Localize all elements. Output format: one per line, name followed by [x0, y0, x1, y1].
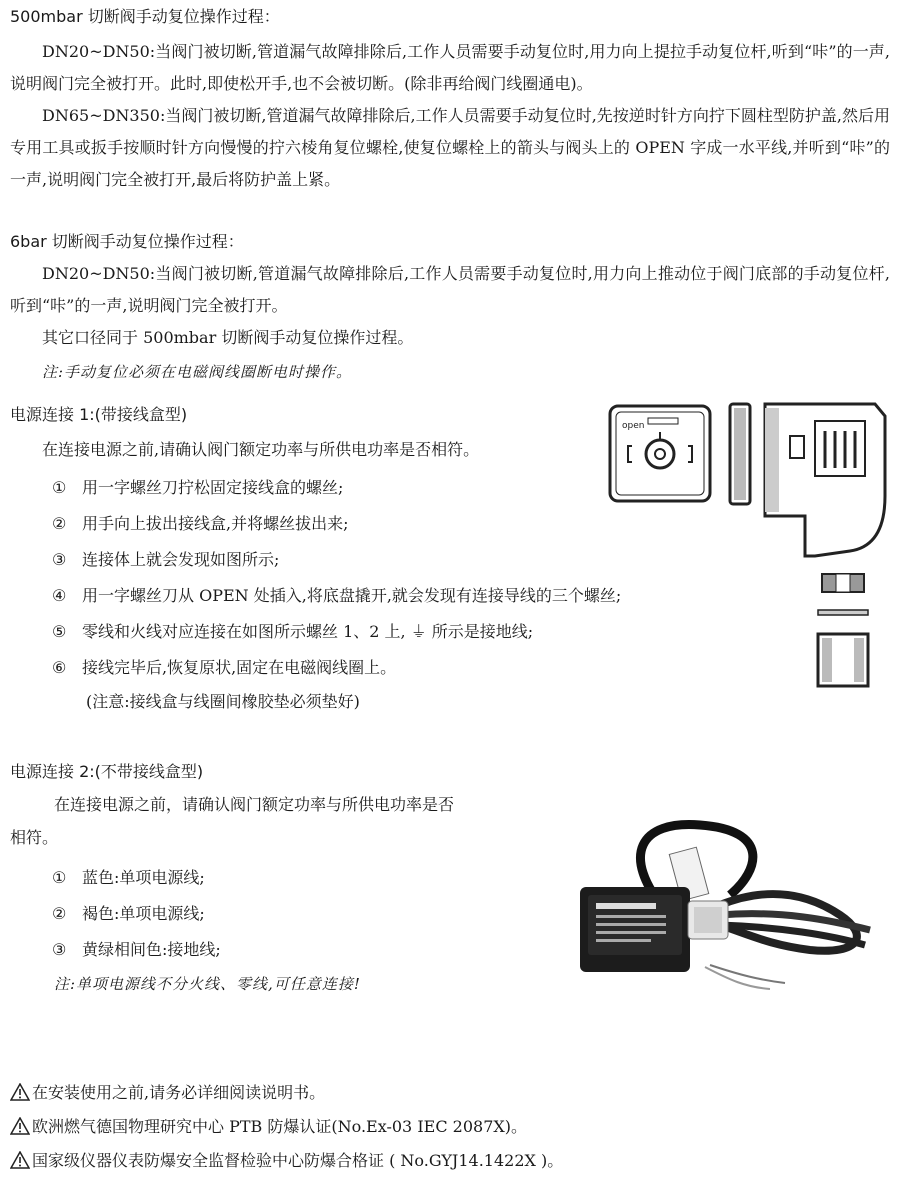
warning-text: 在安装使用之前,请务必详细阅读说明书。 — [32, 1083, 326, 1102]
warning-text: 国家级仪器仪表防爆安全监督检验中心防爆合格证 ( No.GYJ14.1422X )。 — [32, 1151, 564, 1170]
power-2-intro-line-2: 相符。 — [10, 828, 59, 847]
warning-national-cert — [10, 1148, 563, 1177]
paragraph-dn20-dn50-500mbar: DN20~DN50:当阀门被切断,管道漏气故障排除后,工作人员需要手动复位时,用力向上提拉手动复位杆,听到“咔”的一声,说明阀门完全被打开。此时,即使松开手,也不会被切断。(除非再给阀门线圈通电)。 — [10, 42, 890, 93]
step-text: 零线和火线对应连接在如图所示螺丝 1、2 上, ⏚ 所示是接地线; — [82, 622, 534, 641]
coil-photo — [570, 815, 885, 990]
section-title-power-2: 电源连接 2:(不带接线盒型) — [10, 762, 204, 781]
power-1-step-4 — [52, 580, 621, 612]
warning-read-manual — [10, 1080, 325, 1109]
section-title-6bar: 6bar 切断阀手动复位操作过程： — [10, 232, 244, 251]
section-title-500mbar: 500mbar 切断阀手动复位操作过程： — [10, 7, 280, 26]
power-1-step-3 — [52, 544, 279, 576]
step-number: ④ — [52, 586, 67, 605]
warning-icon — [10, 1083, 32, 1109]
step-text: 连接体上就会发现如图所示; — [82, 550, 280, 569]
item-text: 褐色:单项电源线; — [82, 904, 205, 923]
item-number: ① — [52, 868, 67, 887]
step-number: ② — [52, 514, 67, 533]
power-1-step-1 — [52, 472, 343, 504]
power-1-step-5 — [52, 616, 533, 648]
paragraph-other-sizes: 其它口径同于 500mbar 切断阀手动复位操作过程。 — [42, 328, 414, 347]
step-number: ⑥ — [52, 658, 67, 677]
item-text: 黄绿相间色:接地线; — [82, 940, 221, 959]
step-number: ⑤ — [52, 622, 67, 641]
note-phase-wires: 注:单项电源线不分火线、零线,可任意连接! — [54, 975, 361, 993]
step-number: ① — [52, 478, 67, 497]
warning-icon — [10, 1117, 32, 1143]
junction-box-diagram — [600, 396, 895, 696]
item-text: 蓝色:单项电源线; — [82, 868, 205, 887]
open-label: open — [622, 421, 645, 431]
item-number: ② — [52, 904, 67, 923]
note-manual-reset: 注:手动复位必须在电磁阀线圈断电时操作。 — [42, 363, 353, 381]
step-text: 用一字螺丝刀拧松固定接线盒的螺丝; — [82, 478, 344, 497]
power-2-item-1 — [52, 862, 205, 894]
power-1-step-6 — [52, 652, 396, 684]
power-2-intro-line-1: 在连接电源之前，请确认阀门额定功率与所供电功率是否 — [54, 795, 455, 814]
step-number: ③ — [52, 550, 67, 569]
power-1-step-2 — [52, 508, 348, 540]
section-title-power-1: 电源连接 1:(带接线盒型) — [10, 405, 188, 424]
paragraph-dn20-dn50-6bar: DN20~DN50:当阀门被切断,管道漏气故障排除后,工作人员需要手动复位时,用力向上推动位于阀门底部的手动复位杆,听到“咔”的一声,说明阀门完全被打开。 — [10, 264, 890, 315]
step-text: 用手向上拔出接线盒,并将螺丝拔出来; — [82, 514, 349, 533]
step-text: 用一字螺丝刀从 OPEN 处插入,将底盘撬开,就会发现有连接导线的三个螺丝; — [82, 586, 622, 605]
paragraph-dn65-dn350: DN65~DN350:当阀门被切断,管道漏气故障排除后,工作人员需要手动复位时,先按逆时针方向拧下圆柱型防护盖,然后用专用工具或扳手按顺时针方向慢慢的拧六棱角复位螺栓,使复位螺栓上的箭头与阀头上的 OPEN 字成一水平线,并听到“咔”的一声,说明阀门完全被打开,最后将防护盖上紧。 — [10, 106, 890, 189]
power-1-intro: 在连接电源之前,请确认阀门额定功率与所供电功率是否相符。 — [42, 440, 480, 459]
power-2-item-2 — [52, 898, 205, 930]
power-1-caution: (注意:接线盒与线圈间橡胶垫必须垫好) — [86, 692, 360, 711]
warning-ptb-cert — [10, 1114, 527, 1143]
warning-text: 欧洲燃气德国物理研究中心 PTB 防爆认证(No.Ex-03 IEC 2087X)。 — [32, 1117, 528, 1136]
item-number: ③ — [52, 940, 67, 959]
warning-icon — [10, 1151, 32, 1177]
step-text: 接线完毕后,恢复原状,固定在电磁阀线圈上。 — [82, 658, 397, 677]
power-2-item-3 — [52, 934, 221, 966]
